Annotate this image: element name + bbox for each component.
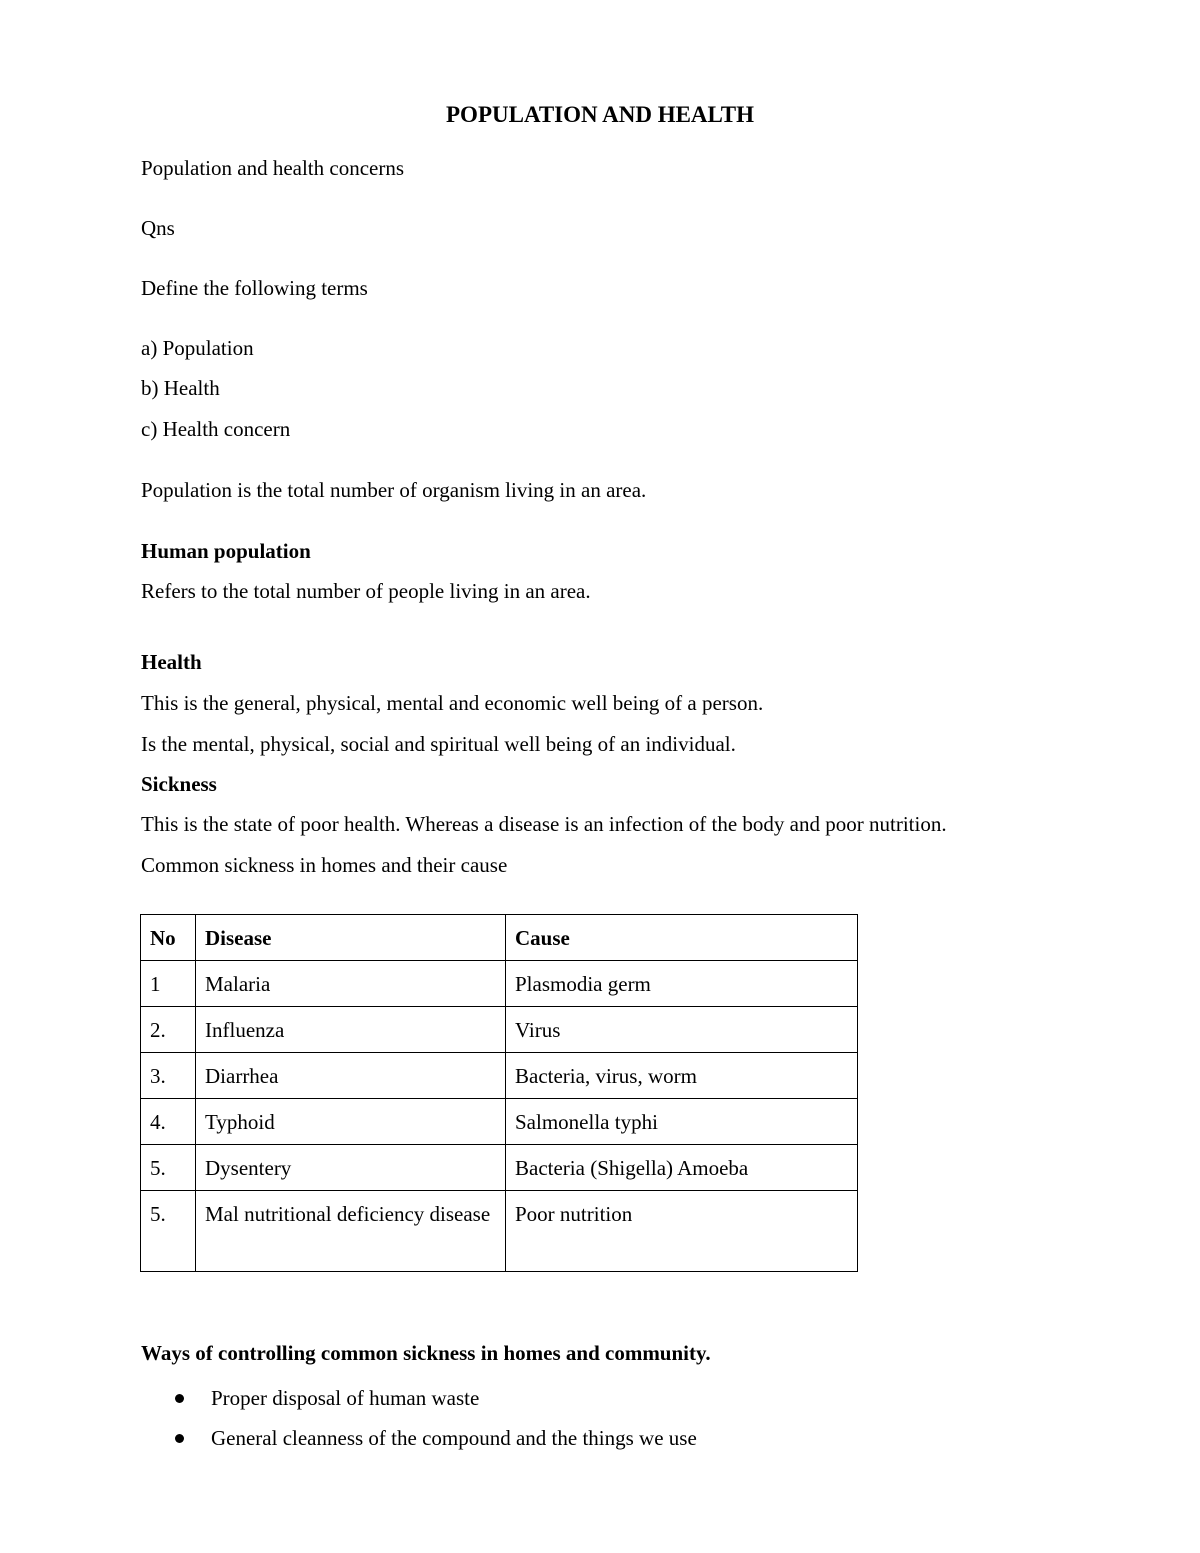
human-population-text: Refers to the total number of people living in an area. xyxy=(141,579,591,603)
disease-table xyxy=(140,914,858,1272)
cell-cause: Poor nutrition xyxy=(506,1191,858,1272)
table-header-row xyxy=(141,915,858,961)
table-row xyxy=(141,961,858,1007)
cell-no: 2. xyxy=(141,1007,196,1053)
table-row xyxy=(141,1053,858,1099)
common-sickness-intro: Common sickness in homes and their cause xyxy=(141,853,508,877)
cell-cause: Bacteria (Shigella) Amoeba xyxy=(506,1145,858,1191)
cell-no: 4. xyxy=(141,1099,196,1145)
cell-cause: Plasmodia germ xyxy=(506,961,858,1007)
cell-no: 5. xyxy=(141,1145,196,1191)
subtitle: Population and health concerns xyxy=(141,156,405,180)
qns-label: Qns xyxy=(141,216,175,240)
page-title: POPULATION AND HEALTH xyxy=(446,102,754,127)
human-population-heading: Human population xyxy=(141,539,311,563)
term-item: b) Health xyxy=(141,376,220,400)
list-item xyxy=(141,1378,697,1418)
cell-no: 1 xyxy=(141,961,196,1007)
sickness-definition: This is the state of poor health. Whereas a disease is an infection of the body and poor nutrition. xyxy=(141,812,947,836)
list-item xyxy=(141,1418,697,1458)
column-header-disease: Disease xyxy=(196,915,506,961)
cell-disease: Diarrhea xyxy=(196,1053,506,1099)
list-item-text: Proper disposal of human waste xyxy=(211,1386,480,1410)
table-row xyxy=(141,1145,858,1191)
population-definition: Population is the total number of organism living in an area. xyxy=(141,478,647,502)
cell-cause: Virus xyxy=(506,1007,858,1053)
bullet-icon xyxy=(175,1434,184,1443)
cell-cause: Salmonella typhi xyxy=(506,1099,858,1145)
table-row xyxy=(141,1191,858,1272)
health-definition: Is the mental, physical, social and spiritual well being of an individual. xyxy=(141,732,736,756)
controls-list xyxy=(141,1378,697,1458)
sickness-heading: Sickness xyxy=(141,772,217,796)
health-heading: Health xyxy=(141,650,202,674)
table-row xyxy=(141,1099,858,1145)
controls-heading: Ways of controlling common sickness in homes and community. xyxy=(141,1341,711,1365)
cell-disease: Dysentery xyxy=(196,1145,506,1191)
list-item-text: General cleanness of the compound and the things we use xyxy=(211,1426,697,1450)
cell-disease: Influenza xyxy=(196,1007,506,1053)
health-definition: This is the general, physical, mental and economic well being of a person. xyxy=(141,691,764,715)
table-row xyxy=(141,1007,858,1053)
cell-disease: Malaria xyxy=(196,961,506,1007)
column-header-no: No xyxy=(141,915,196,961)
cell-disease: Typhoid xyxy=(196,1099,506,1145)
define-prompt: Define the following terms xyxy=(141,276,368,300)
term-item: a) Population xyxy=(141,336,254,360)
cell-no: 3. xyxy=(141,1053,196,1099)
bullet-icon xyxy=(175,1394,184,1403)
cell-no: 5. xyxy=(141,1191,196,1272)
cell-cause: Bacteria, virus, worm xyxy=(506,1053,858,1099)
column-header-cause: Cause xyxy=(506,915,858,961)
cell-disease: Mal nutritional deficiency disease xyxy=(196,1191,506,1272)
term-item: c) Health concern xyxy=(141,417,291,441)
